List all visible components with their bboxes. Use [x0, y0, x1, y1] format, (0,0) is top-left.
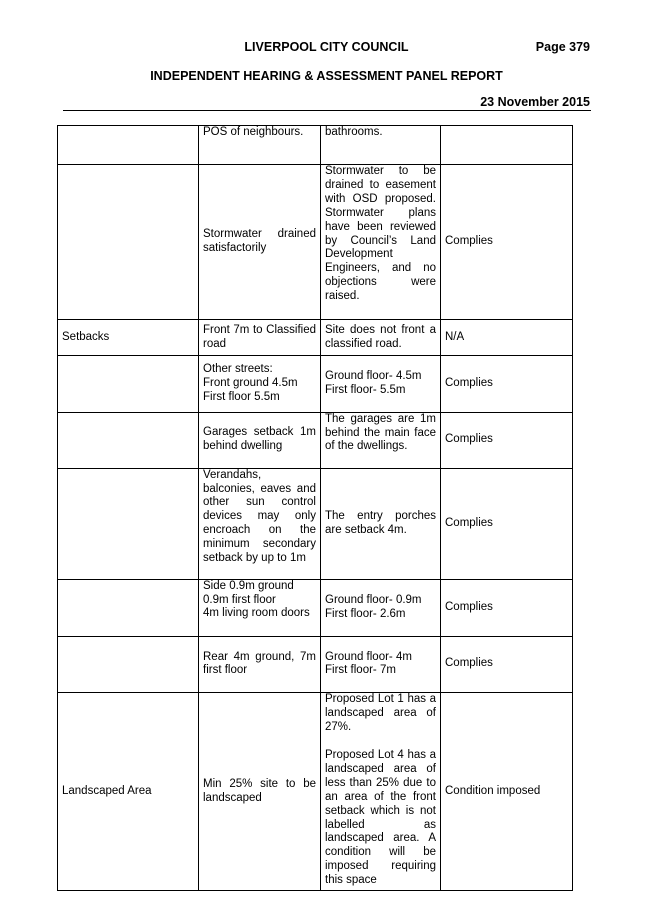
- category-cell: [58, 636, 199, 693]
- category-cell: [58, 165, 199, 320]
- proposal-cell: [321, 693, 441, 891]
- control-cell: Other streets: Front ground 4.5m First floor 5.5m: [199, 356, 321, 413]
- control-cell: Front 7m to Classified road: [199, 320, 321, 356]
- proposal-cell: [321, 320, 441, 356]
- proposal-text: Stormwater to be drained to easement with OSD proposed. Stormwater plans have been reviewed by Council’s Land Development Engineers, and no objections were raised.: [325, 165, 436, 303]
- compliance-cell: [441, 126, 573, 165]
- compliance-cell: Complies: [441, 636, 573, 693]
- proposal-text: Proposed Lot 4 has a landscaped area of less than 25% due to an area of the front setback which is not labelled as landscaped area. A condition will be imposed requiring this space: [325, 748, 436, 887]
- table-row: [58, 636, 573, 693]
- category-cell: [58, 356, 199, 413]
- category-cell: [58, 412, 199, 468]
- council-name: LIVERPOOL CITY COUNCIL: [244, 40, 409, 54]
- header-rule: [63, 110, 591, 111]
- page-number: Page 379: [535, 40, 590, 54]
- proposal-text: Ground floor- 4.5m First floor- 5.5m: [325, 369, 422, 396]
- proposal-cell: [321, 165, 441, 320]
- proposal-cell: [321, 412, 441, 468]
- paragraph-gap: [325, 735, 436, 749]
- category-cell: [58, 126, 199, 165]
- proposal-cell: [321, 579, 441, 636]
- compliance-cell: Complies: [441, 579, 573, 636]
- category-cell: [58, 468, 199, 579]
- proposal-text: Ground floor- 0.9m First floor- 2.6m: [325, 593, 422, 620]
- category-cell: Landscaped Area: [58, 693, 199, 891]
- control-cell: Garages setback 1m behind dwelling: [199, 412, 321, 468]
- proposal-text: The entry porches are setback 4m.: [325, 509, 436, 536]
- proposal-cell: [321, 126, 441, 165]
- compliance-cell: N/A: [441, 320, 573, 356]
- proposal-cell: [321, 356, 441, 413]
- table-row: [58, 468, 573, 579]
- assessment-table: [57, 125, 573, 891]
- proposal-text: bathrooms.: [325, 126, 383, 138]
- table-row: [58, 693, 573, 891]
- control-cell: Min 25% site to be landscaped: [199, 693, 321, 891]
- table-row: [58, 126, 573, 165]
- compliance-cell: Complies: [441, 468, 573, 579]
- control-cell: Verandahs, balconies, eaves and other sun control devices may only encroach on the minimum secondary setback by up to 1m: [199, 468, 321, 579]
- proposal-text: The garages are 1m behind the main face of the dwellings.: [325, 412, 436, 453]
- compliance-cell: Condition imposed: [441, 693, 573, 891]
- control-cell: POS of neighbours.: [199, 126, 321, 165]
- control-cell: Side 0.9m ground 0.9m first floor 4m living room doors: [199, 579, 321, 636]
- compliance-cell: Complies: [441, 412, 573, 468]
- table-row: [58, 579, 573, 636]
- report-title: INDEPENDENT HEARING & ASSESSMENT PANEL REPORT: [150, 69, 503, 83]
- proposal-cell: [321, 468, 441, 579]
- control-cell: Rear 4m ground, 7m first floor: [199, 636, 321, 693]
- compliance-cell: Complies: [441, 165, 573, 320]
- table-row: [58, 412, 573, 468]
- table-row: [58, 356, 573, 413]
- category-cell: Setbacks: [58, 320, 199, 356]
- control-cell: Stormwater drained satisfactorily: [199, 165, 321, 320]
- proposal-text: Ground floor- 4m First floor- 7m: [325, 650, 412, 677]
- report-date: 23 November 2015: [480, 95, 590, 109]
- category-cell: [58, 579, 199, 636]
- table-row: [58, 165, 573, 320]
- proposal-cell: [321, 636, 441, 693]
- proposal-text: Proposed Lot 1 has a landscaped area of 27%.: [325, 693, 436, 734]
- proposal-text: Site does not front a classified road.: [325, 323, 436, 350]
- compliance-cell: Complies: [441, 356, 573, 413]
- table-row: [58, 320, 573, 356]
